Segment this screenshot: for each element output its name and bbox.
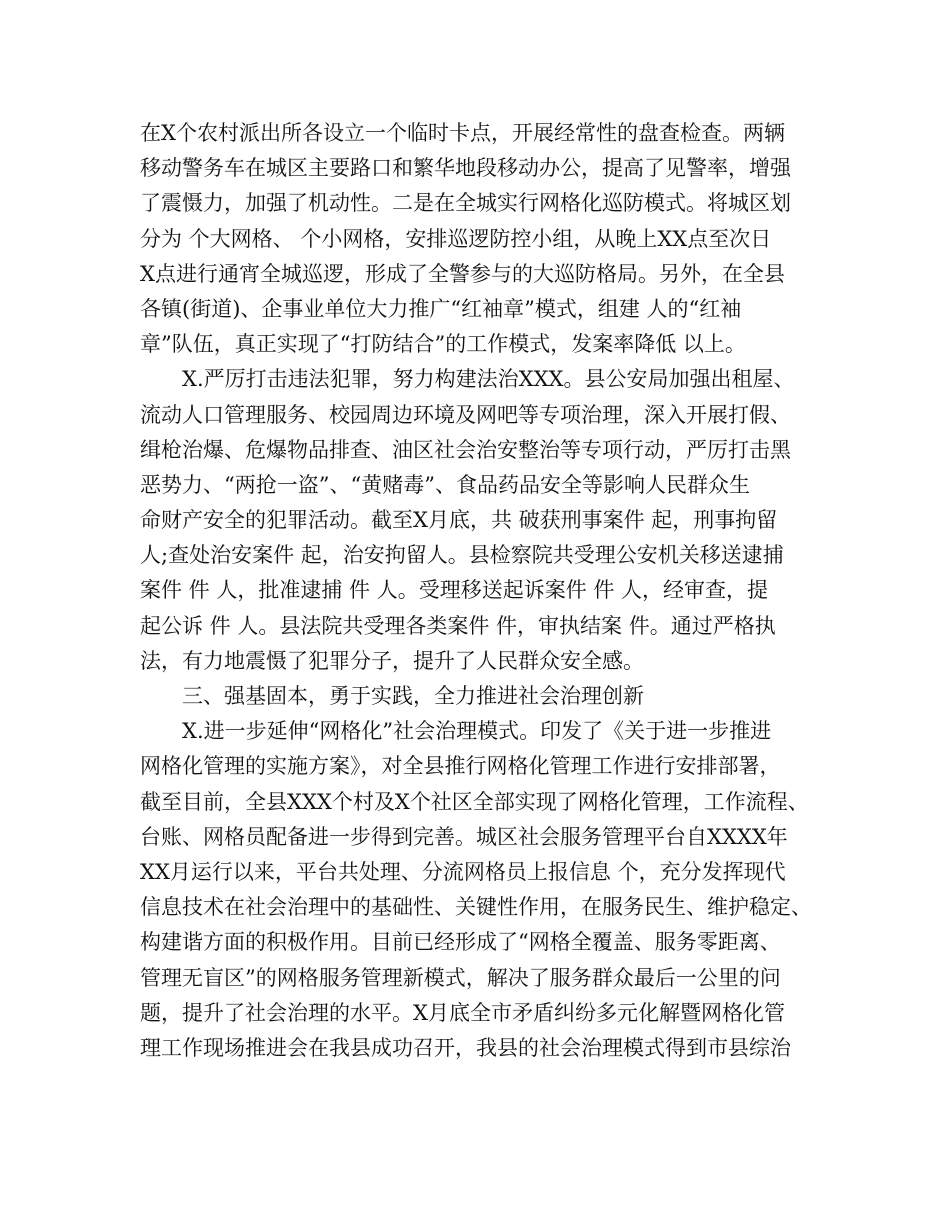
body-line: 案件 件 人，批准逮捕 件 人。受理移送起诉案件 件 人，经审查，提 (140, 578, 769, 603)
body-line: 流动人口管理服务、校园周边环境及网吧等专项治理，深入开展打假、 (140, 402, 791, 427)
body-line: 管理无盲区”的网格服务管理新模式，解决了服务群众最后一公里的问 (140, 965, 781, 990)
body-line: 题，提升了社会治理的水平。X月底全市矛盾纠纷多元化解暨网格化管 (140, 1000, 785, 1025)
body-line: 了震慑力，加强了机动性。二是在全城实行网格化巡防模式。将城区划 (140, 191, 791, 216)
body-line: 法，有力地震慑了犯罪分子，提升了人民群众安全感。 (140, 648, 644, 673)
paragraph-start-line: X.进一步延伸“网格化”社会治理模式。印发了《关于进一步推进 (182, 719, 772, 744)
body-line: 起公诉 件 人。县法院共受理各类案件 件，审执结案 件。通过严格执 (140, 613, 776, 638)
paragraph-start-line: X.严厉打击违法犯罪，努力构建法治XXX。县公安局加强出租屋、 (182, 367, 795, 392)
body-line: 在X个农村派出所各设立一个临时卡点，开展经常性的盘查检查。两辆 (140, 121, 785, 145)
body-line: 命财产安全的犯罪活动。截至X月底，共 破获刑事案件 起，刑事拘留 (140, 508, 778, 533)
body-line: 构建谐方面的积极作用。目前已经形成了“网格全覆盖、服务零距离、 (140, 930, 781, 955)
body-line: 分为 个大网格、 个小网格，安排巡逻防控小组，从晚上XX点至次日 (140, 226, 772, 251)
body-line: X点进行通宵全城巡逻，形成了全警参与的大巡防格局。另外，在全县 (140, 261, 785, 286)
body-line: 缉枪治爆、危爆物品排查、油区社会治安整治等专项行动，严厉打击黑 (140, 437, 791, 462)
body-line: 理工作现场推进会在我县成功召开，我县的社会治理模式得到市县综治 (140, 1035, 791, 1060)
body-line: XX月运行以来，平台共处理、分流网格员上报信息 个，充分发挥现代 (140, 859, 786, 884)
body-line: 人;查处治安案件 起，治安拘留人。县检察院共受理公安机关移送逮捕 (140, 543, 784, 568)
body-line: 截至目前，全县XXX个村及X个社区全部实现了网格化管理，工作流程、 (140, 789, 809, 814)
body-line: 台账、网格员配备进一步得到完善。城区社会服务管理平台自XXXX年 (140, 824, 788, 849)
body-line: 网格化管理的实施方案》，对全县推行网格化管理工作进行安排部署， (140, 754, 781, 779)
body-line: 移动警务车在城区主要路口和繁华地段移动办公，提高了见警率，增强 (140, 156, 791, 181)
body-line: 恶势力、“两抢一盗”、“黄赌毒”、食品药品安全等影响人民群众生 (140, 472, 750, 497)
section-heading: 三、强基固本，勇于实践，全力推进社会治理创新 (182, 684, 644, 708)
body-line: 各镇(街道)、企事业单位大力推广“红袖章”模式，组建 人的“红袖 (140, 296, 742, 321)
body-line: 章”队伍，真正实现了“打防结合”的工作模式，发案率降低 以上。 (140, 332, 746, 357)
document-body (140, 116, 830, 1066)
body-line: 信息技术在社会治理中的基础性、关键性作用，在服务民生、维护稳定、 (140, 895, 812, 920)
